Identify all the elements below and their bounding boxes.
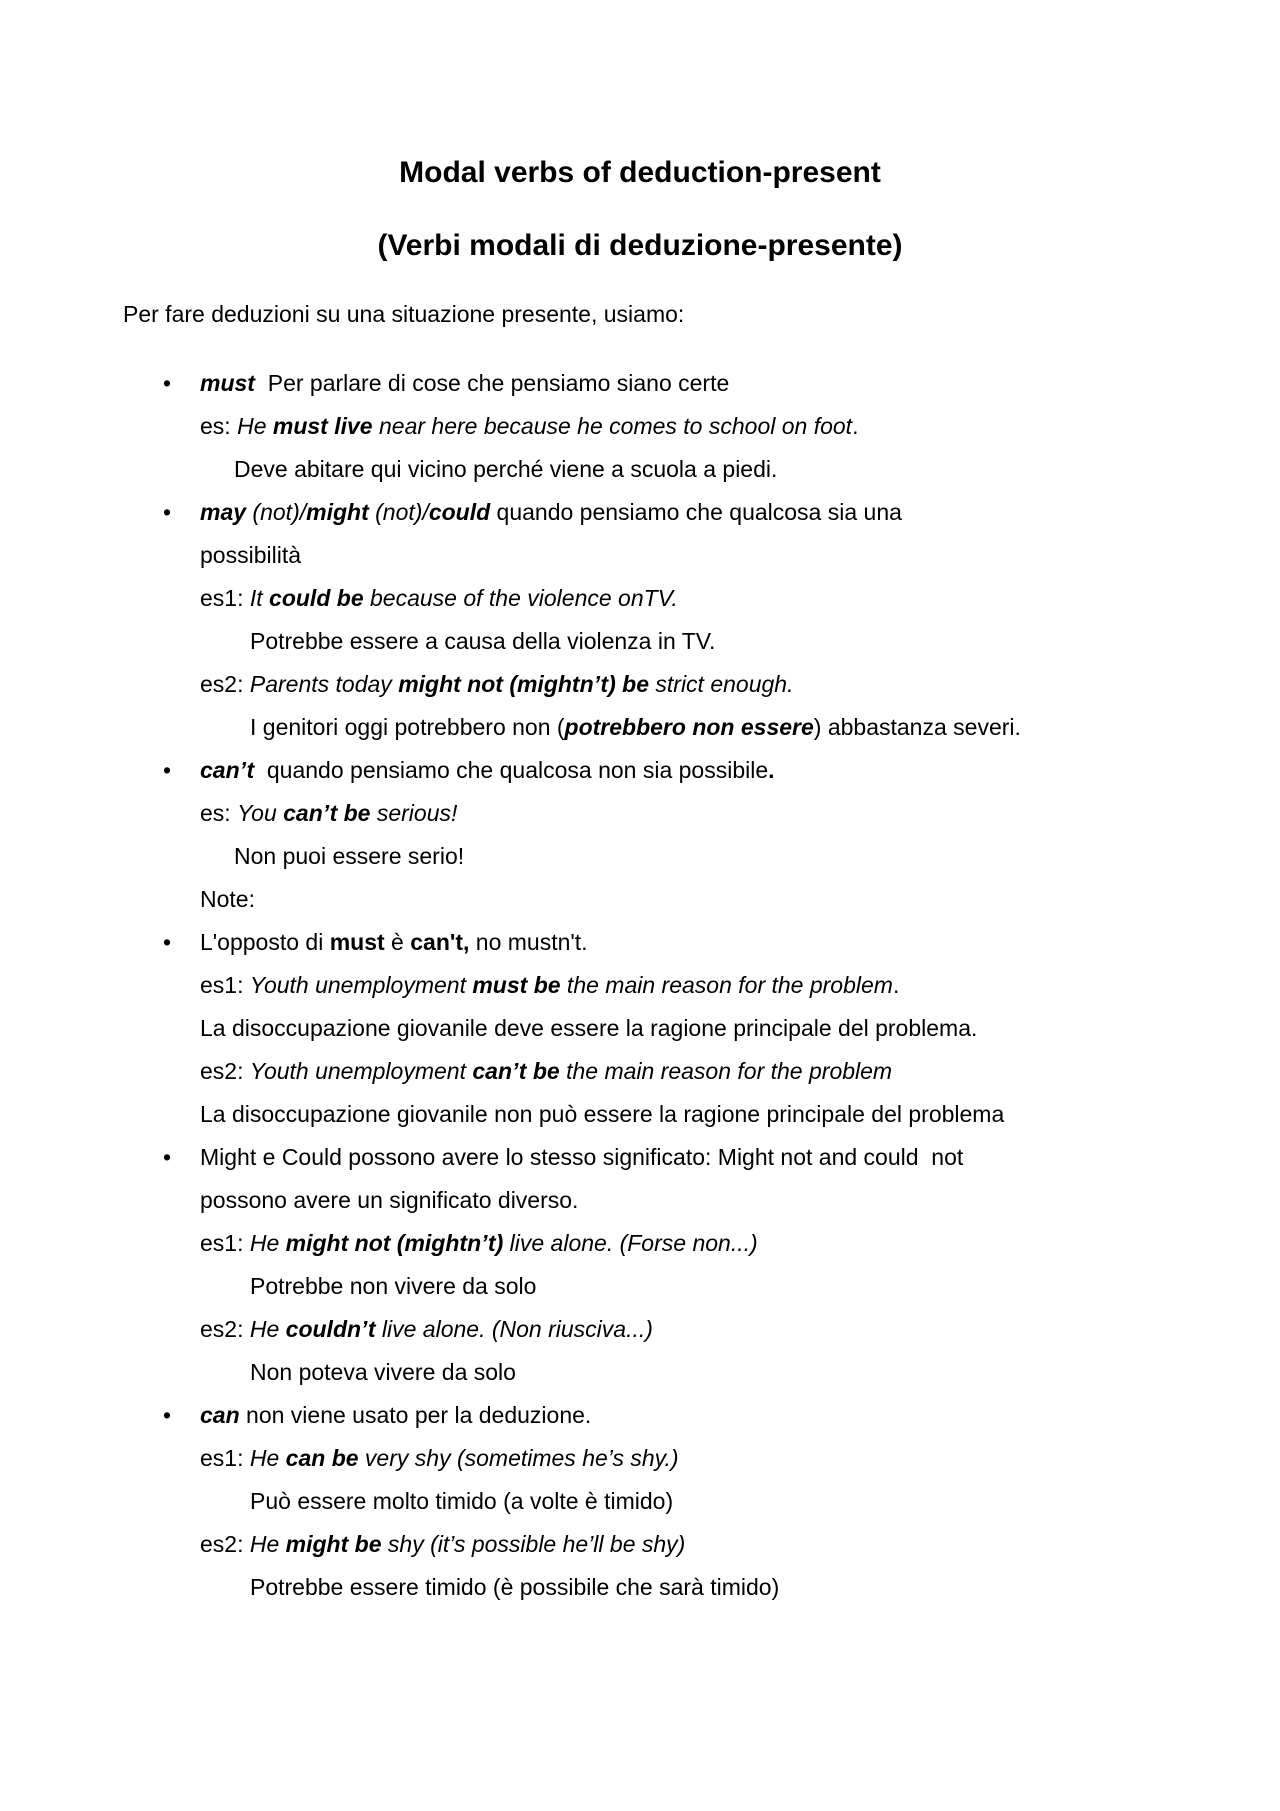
text-segment: might not (mightn’t) be xyxy=(398,671,649,697)
text-segment: es2: xyxy=(200,671,250,697)
text-segment: es1: xyxy=(200,1230,250,1256)
text-line xyxy=(0,1351,1280,1394)
text-segment: es2: xyxy=(200,1316,250,1342)
text-segment: must xyxy=(329,929,385,955)
text-segment: Non poteva vivere da solo xyxy=(250,1359,516,1385)
text-segment: Può essere molto timido (a volte è timido) xyxy=(250,1488,674,1514)
text-line xyxy=(0,1480,1280,1523)
bullet-item xyxy=(0,749,1280,921)
text-segment: Per parlare di cose che pensiamo siano certe xyxy=(254,370,730,396)
bullet-item xyxy=(0,921,1280,1136)
text-line xyxy=(0,491,1280,534)
bullet-item xyxy=(0,1136,1280,1394)
text-line xyxy=(0,1437,1280,1480)
text-segment: La disoccupazione giovanile deve essere la ragione principale del problema. xyxy=(200,1015,978,1041)
text-segment: es2: xyxy=(200,1531,250,1557)
text-line xyxy=(0,405,1280,448)
text-line xyxy=(0,577,1280,620)
text-line xyxy=(0,1222,1280,1265)
text-segment: might xyxy=(306,499,369,525)
text-segment: possono avere un significato diverso. xyxy=(200,1187,579,1213)
text-line xyxy=(0,534,1280,577)
page-title: Modal verbs of deduction-present xyxy=(399,156,881,189)
text-segment: es2: xyxy=(200,1058,250,1084)
bullet-icon: • xyxy=(163,1402,172,1428)
text-segment: es: xyxy=(200,800,238,826)
text-segment: live alone. (Forse non...) xyxy=(503,1230,758,1256)
text-line xyxy=(0,1136,1280,1179)
text-segment: the main reason for the problem xyxy=(560,972,893,998)
text-segment: can be xyxy=(285,1445,359,1471)
text-segment: can’t xyxy=(200,757,255,783)
text-segment: He xyxy=(249,1445,286,1471)
text-segment: Potrebbe essere a causa della violenza in TV. xyxy=(250,628,716,654)
bullet-icon: • xyxy=(163,757,172,783)
text-segment: shy (it’s possible he’ll be shy) xyxy=(381,1531,686,1557)
bullet-icon: • xyxy=(163,929,172,955)
text-line xyxy=(0,1050,1280,1093)
text-segment: near here because he comes to school on foot xyxy=(372,413,853,439)
text-line xyxy=(0,749,1280,792)
text-segment: can’t be xyxy=(283,800,371,826)
text-segment: must xyxy=(200,370,255,396)
text-segment: Youth unemployment xyxy=(249,1058,473,1084)
text-line xyxy=(0,921,1280,964)
text-line xyxy=(0,620,1280,663)
text-line xyxy=(0,1179,1280,1222)
text-segment: Parents today xyxy=(249,671,399,697)
text-line xyxy=(0,1007,1280,1050)
text-segment: It xyxy=(249,585,270,611)
text-segment: could xyxy=(428,499,491,525)
text-segment: could be xyxy=(269,585,364,611)
text-segment: es1: xyxy=(200,1445,250,1471)
text-segment: He xyxy=(237,413,273,439)
text-segment: Non puoi essere serio! xyxy=(234,843,465,869)
text-line xyxy=(0,835,1280,878)
text-segment: La disoccupazione giovanile non può essere la ragione principale del problema xyxy=(200,1101,1005,1127)
text-segment: Note: xyxy=(200,886,255,912)
text-segment: He xyxy=(249,1230,286,1256)
text-line xyxy=(0,1265,1280,1308)
text-line xyxy=(0,448,1280,491)
text-segment: Might e Could possono avere lo stesso significato: Might not and could not xyxy=(200,1144,964,1170)
text-line xyxy=(0,1093,1280,1136)
bullet-icon: • xyxy=(163,499,172,525)
text-line xyxy=(0,1566,1280,1609)
text-segment: è xyxy=(384,929,411,955)
text-segment: no mustn't. xyxy=(469,929,588,955)
text-line xyxy=(0,792,1280,835)
text-line xyxy=(0,1523,1280,1566)
text-line xyxy=(0,663,1280,706)
bullet-item xyxy=(0,1394,1280,1609)
text-segment: I genitori oggi potrebbero non ( xyxy=(250,714,565,740)
text-segment: es: xyxy=(200,413,238,439)
text-segment: live alone. (Non riusciva...) xyxy=(375,1316,653,1342)
text-segment: must live xyxy=(272,413,373,439)
text-segment: can xyxy=(200,1402,240,1428)
text-line xyxy=(0,964,1280,1007)
bullet-list xyxy=(0,362,1280,1609)
text-segment: quando pensiamo che qualcosa non sia possibile xyxy=(254,757,769,783)
text-segment: es1: xyxy=(200,972,250,998)
text-line xyxy=(0,1394,1280,1437)
text-segment: He xyxy=(249,1531,286,1557)
text-segment: L'opposto di xyxy=(200,929,330,955)
text-segment: Potrebbe essere timido (è possibile che sarà timido) xyxy=(250,1574,780,1600)
bullet-icon: • xyxy=(163,1144,172,1170)
text-segment: ) abbastanza severi. xyxy=(813,714,1021,740)
text-segment: potrebbero non essere xyxy=(564,714,814,740)
text-segment: can’t be xyxy=(472,1058,560,1084)
intro-paragraph: Per fare deduzioni su una situazione presente, usiamo: xyxy=(123,301,685,327)
text-segment: may xyxy=(200,499,247,525)
text-segment: . xyxy=(892,972,900,998)
bullet-item xyxy=(0,491,1280,749)
text-segment: . xyxy=(768,757,775,783)
text-segment: Deve abitare qui vicino perché viene a scuola a piedi. xyxy=(234,456,778,482)
text-segment: might be xyxy=(285,1531,382,1557)
text-segment: (not)/ xyxy=(246,499,307,525)
text-line xyxy=(0,878,1280,921)
text-segment: non viene usato per la deduzione. xyxy=(239,1402,592,1428)
text-segment: very shy (sometimes he’s shy.) xyxy=(358,1445,679,1471)
bullet-icon: • xyxy=(163,370,172,396)
text-segment: You xyxy=(237,800,284,826)
text-segment: the main reason for the problem xyxy=(559,1058,893,1084)
text-line xyxy=(0,1308,1280,1351)
text-segment: strict enough. xyxy=(649,671,794,697)
bullet-item xyxy=(0,362,1280,491)
text-segment: Potrebbe non vivere da solo xyxy=(250,1273,537,1299)
text-segment: es1: xyxy=(200,585,250,611)
text-line xyxy=(0,362,1280,405)
text-segment: because of the violence onTV. xyxy=(363,585,678,611)
text-segment: (not)/ xyxy=(368,499,429,525)
text-segment: He xyxy=(249,1316,286,1342)
page-subtitle: (Verbi modali di deduzione-presente) xyxy=(377,229,903,262)
text-segment: . xyxy=(852,413,859,439)
text-segment: must be xyxy=(472,972,561,998)
text-segment: quando pensiamo che qualcosa sia una xyxy=(490,499,902,525)
text-line xyxy=(0,706,1280,749)
text-segment: can't, xyxy=(410,929,470,955)
text-segment: possibilità xyxy=(200,542,301,568)
text-segment: might not (mightn’t) xyxy=(285,1230,504,1256)
text-segment: couldn’t xyxy=(285,1316,376,1342)
text-segment: Youth unemployment xyxy=(249,972,473,998)
text-segment: serious! xyxy=(370,800,458,826)
